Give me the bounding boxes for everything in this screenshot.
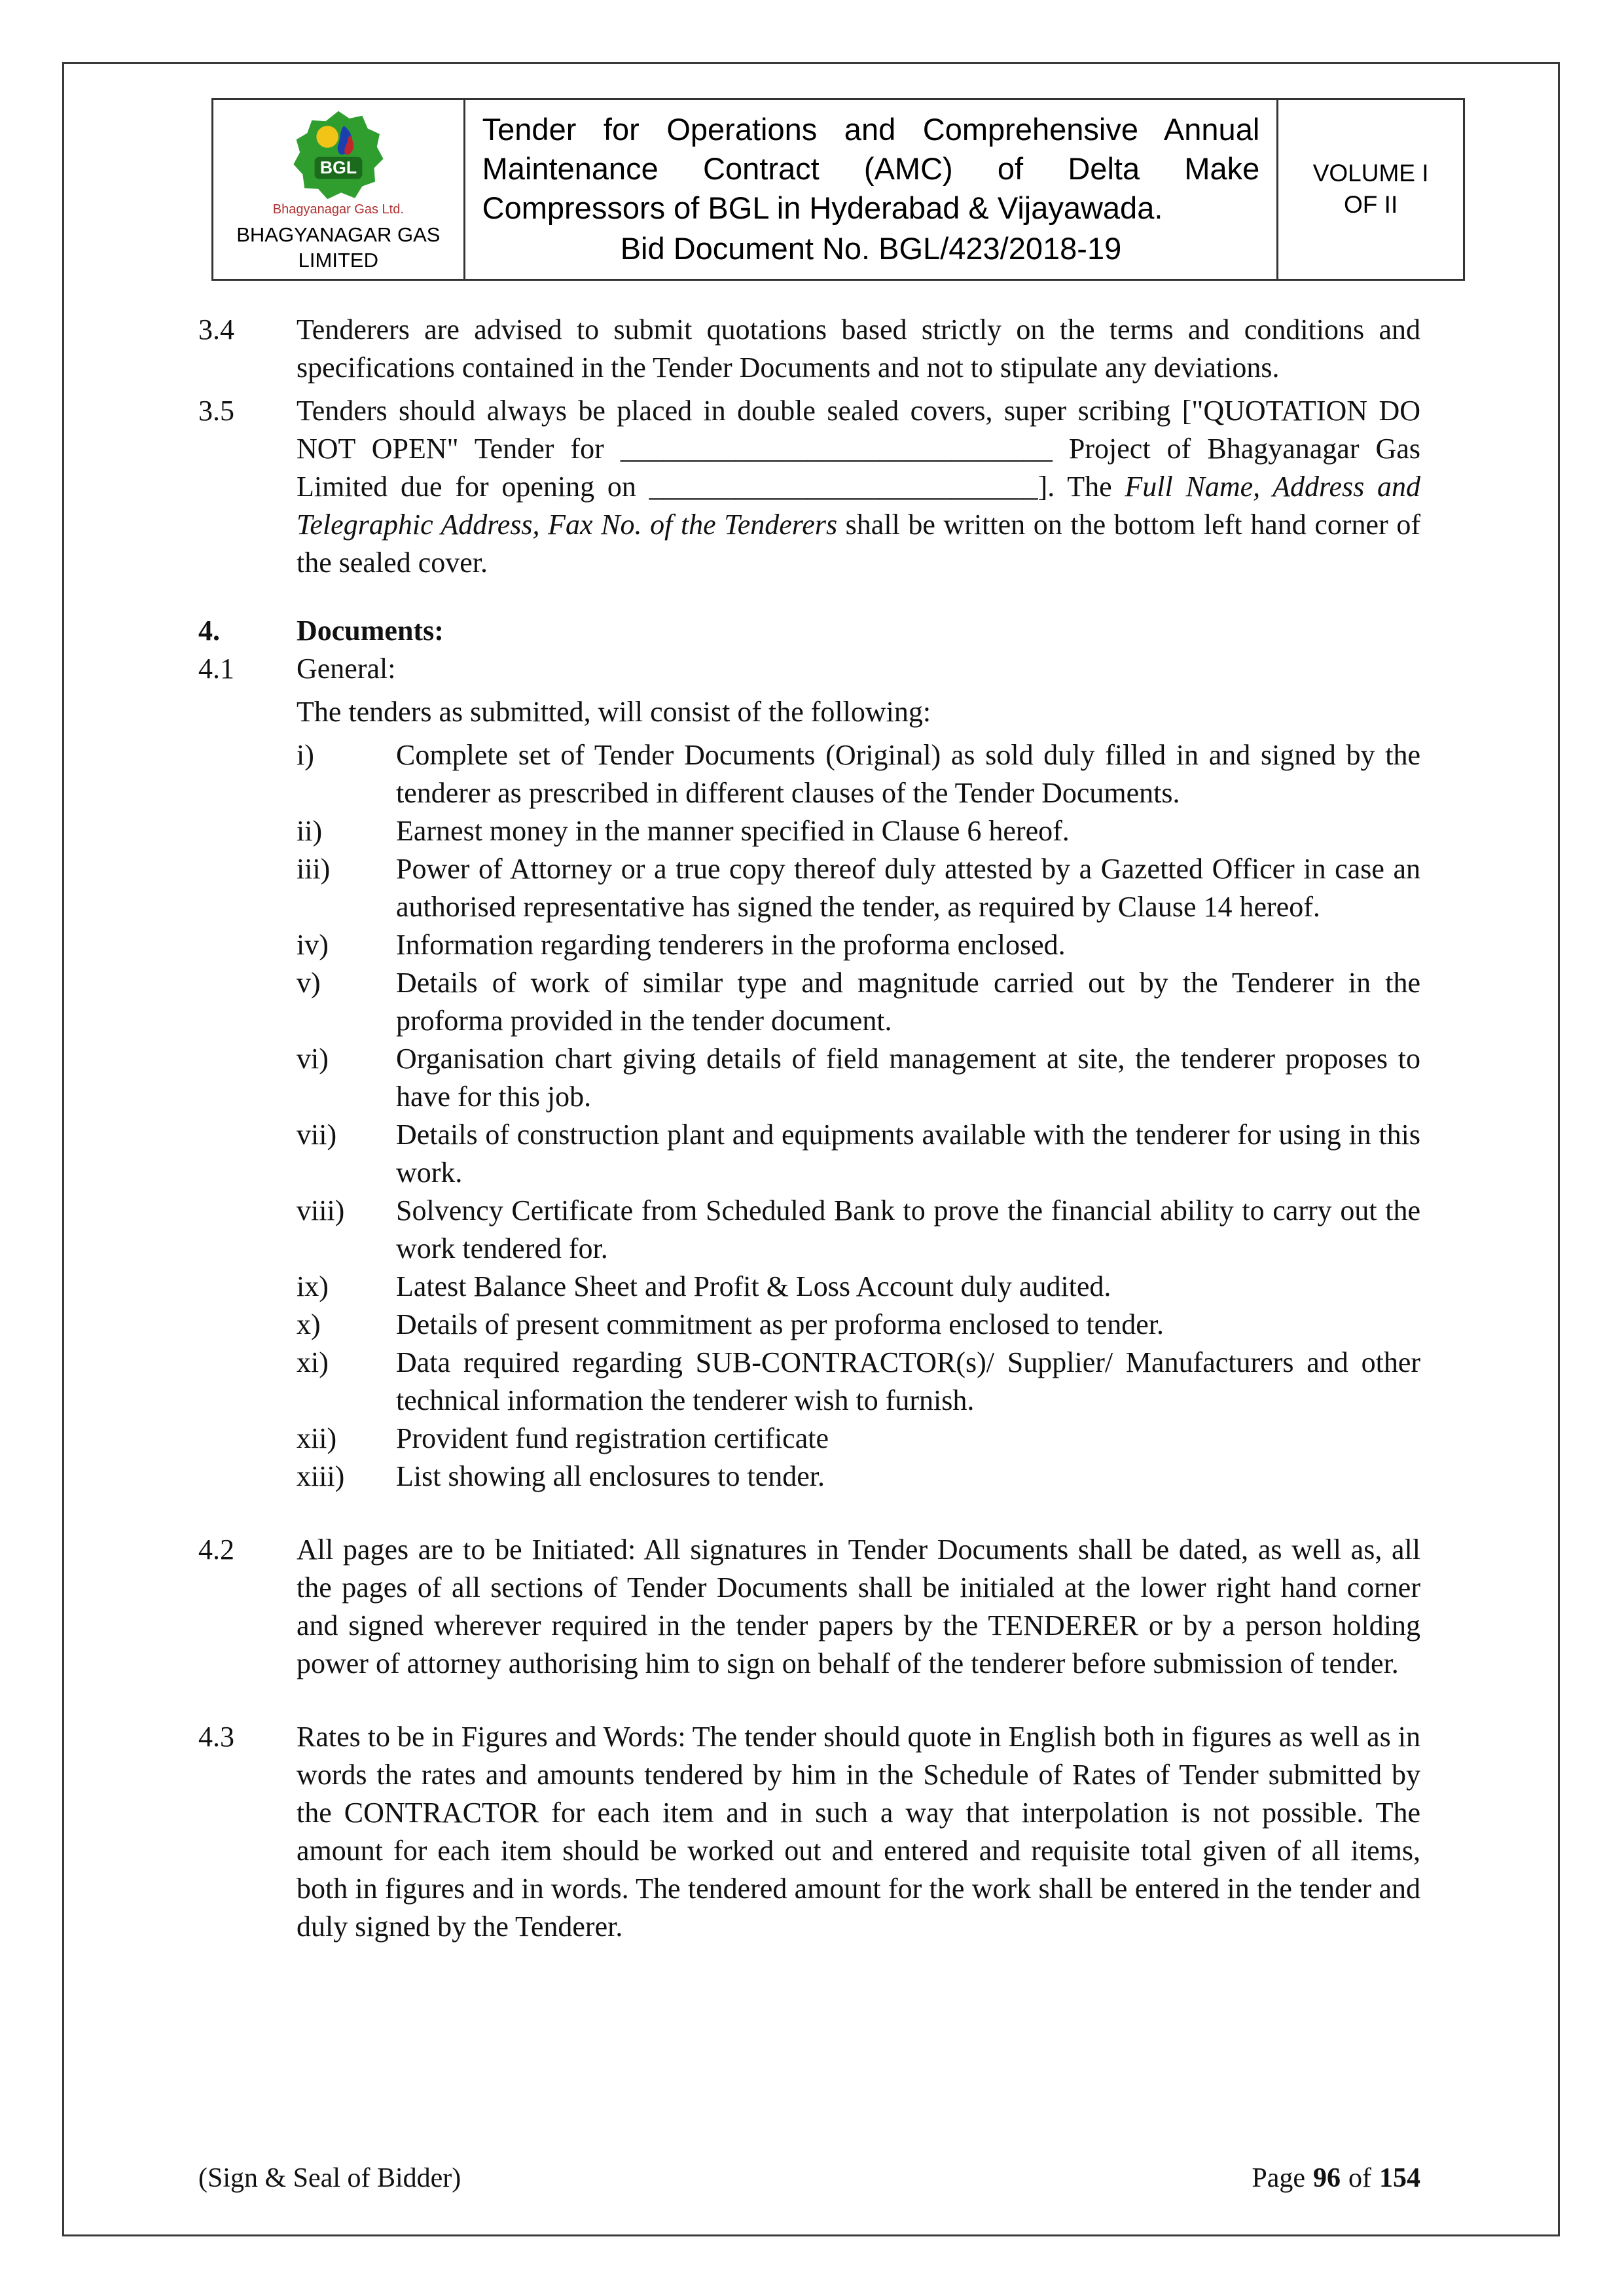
section-4-1-intro	[198, 693, 1420, 731]
list-text: Earnest money in the manner specified in Clause 6 hereof.	[396, 814, 1070, 847]
list-marker: iii)	[297, 852, 331, 885]
list-marker: vi)	[297, 1042, 329, 1075]
spacer	[198, 693, 297, 731]
header-logo-cell	[213, 99, 465, 280]
list-item	[297, 1116, 1420, 1192]
list-marker: xiii)	[297, 1460, 345, 1492]
bgl-monogram: BGL	[319, 158, 357, 177]
list-marker: xii)	[297, 1422, 337, 1454]
header-table	[211, 98, 1465, 281]
section-text-italic: Full Name, Address and Telegraphic Address, Fax No. of the Tenderers	[297, 470, 1421, 541]
list-item	[297, 1420, 1420, 1458]
page-border	[62, 62, 1560, 2236]
list-text: Details of work of similar type and magnitude carried out by the Tenderer in the proforma provided in the tender document.	[396, 966, 1420, 1037]
org-name	[220, 223, 457, 274]
list-item	[297, 1040, 1420, 1116]
section-text-pre: Tenders should always be placed in double sealed covers, super scribing ["QUOTATION DO NOT OPEN" Tender for ______________________________ Project of Bhagyanagar Gas Limited due for opening on ___________________________]. The	[297, 394, 1420, 503]
section-text: Tenderers are advised to submit quotations based strictly on the terms and conditions and specifications contained in the Tender Documents and not to stipulate any deviations.	[297, 313, 1420, 384]
list-item	[297, 1306, 1420, 1344]
list-marker: iv)	[297, 928, 329, 961]
section-4-heading	[198, 612, 1420, 650]
section-number: 4.3	[198, 1720, 234, 1753]
document-title: Tender for Operations and Comprehensive Annual Maintenance Contract (AMC) of Delta Make Compressors of BGL in Hyderabad & Vijayawada.	[482, 111, 1260, 226]
volume-line2: OF II	[1344, 191, 1398, 219]
list-text: Details of construction plant and equipments available with the tenderer for using in this work.	[396, 1118, 1420, 1189]
bgl-logo-icon	[289, 109, 388, 201]
section-title: General:	[297, 652, 396, 685]
header-volume-cell	[1278, 99, 1464, 280]
list-text: Solvency Certificate from Scheduled Bank to prove the financial ability to carry out the work tendered for.	[396, 1194, 1420, 1265]
list-marker: x)	[297, 1308, 321, 1340]
section-text-post: shall be written on the bottom left hand corner of the sealed cover.	[297, 508, 1420, 579]
list-marker: v)	[297, 966, 321, 999]
volume-label	[1285, 158, 1456, 221]
of-word: of	[1348, 2163, 1371, 2193]
sign-seal-note: (Sign & Seal of Bidder)	[198, 2163, 461, 2193]
page-word: Page	[1252, 2163, 1305, 2193]
section-3-4	[198, 311, 1420, 387]
list-item	[297, 1268, 1420, 1306]
page-footer	[198, 2162, 1420, 2194]
section-text	[297, 392, 1420, 582]
list-text: Provident fund registration certificate	[396, 1422, 829, 1454]
document-body	[64, 311, 1558, 1946]
list-marker: ii)	[297, 814, 323, 847]
page-total: 154	[1379, 2163, 1420, 2193]
list-item	[297, 812, 1420, 850]
section-4-1-heading	[198, 650, 1420, 688]
list-text: Details of present commitment as per proforma enclosed to tender.	[396, 1308, 1164, 1340]
section-4-2	[198, 1531, 1420, 1683]
list-item	[297, 926, 1420, 964]
list-marker: i)	[297, 738, 314, 771]
list-text: Data required regarding SUB-CONTRACTOR(s)/ Supplier/ Manufacturers and other technical information the tenderer wish to furnish.	[396, 1346, 1420, 1416]
list-marker: vii)	[297, 1118, 337, 1151]
list-text: Power of Attorney or a true copy thereof duly attested by a Gazetted Officer in case an authorised representative has signed the tender, as required by Clause 14 hereof.	[396, 852, 1420, 923]
list-item	[297, 1192, 1420, 1268]
section-number: 4.2	[198, 1533, 234, 1566]
page-number: 96	[1313, 2163, 1341, 2193]
list-marker: xi)	[297, 1346, 329, 1378]
logo-caption: Bhagyanagar Gas Ltd.	[272, 202, 404, 217]
list-text: Complete set of Tender Documents (Original) as sold duly filled in and signed by the tenderer as prescribed in different clauses of the Tender Documents.	[396, 738, 1420, 809]
list-text: Latest Balance Sheet and Profit & Loss Account duly audited.	[396, 1270, 1111, 1302]
section-number: 4.1	[198, 652, 234, 685]
section-3-5	[198, 392, 1420, 582]
list-marker: ix)	[297, 1270, 329, 1302]
list-item	[297, 736, 1420, 812]
section-number: 3.4	[198, 313, 234, 346]
bid-document-number: Bid Document No. BGL/423/2018-19	[620, 231, 1122, 266]
list-text: List showing all enclosures to tender.	[396, 1460, 825, 1492]
section-title: Documents:	[297, 614, 444, 647]
volume-line1: VOLUME I	[1312, 160, 1429, 187]
list-text: Organisation chart giving details of field management at site, the tenderer proposes to have for this job.	[396, 1042, 1420, 1113]
list-item	[297, 1344, 1420, 1420]
list-marker: viii)	[297, 1194, 345, 1227]
section-number: 3.5	[198, 394, 234, 427]
page-indicator	[1252, 2162, 1420, 2194]
org-name-line2: LIMITED	[298, 248, 378, 272]
header-title-cell	[464, 99, 1278, 280]
section-text: All pages are to be Initiated: All signatures in Tender Documents shall be dated, as well as, all the pages of all sections of Tender Documents shall be initialed at the lower right hand corner and signed wherever required in the tender papers by the TENDERER or by a person holding power of attorney authorising him to sign on behalf of the tenderer before submission of tender.	[297, 1533, 1420, 1679]
section-4-3	[198, 1718, 1420, 1946]
section-text: Rates to be in Figures and Words: The tender should quote in English both in figures as well as in words the rates and amounts tendered by him in the Schedule of Rates of Tender submitted by the CONTRACTOR for each item and in such a way that interpolation is not possible. The amount for each item should be worked out and entered and requisite total given of all items, both in figures and in words. The tendered amount for the work shall be entered in the tender and duly signed by the Tenderer.	[297, 1720, 1420, 1943]
intro-text: The tenders as submitted, will consist of the following:	[297, 695, 931, 728]
list-text: Information regarding tenderers in the proforma enclosed.	[396, 928, 1066, 961]
section-number: 4.	[198, 614, 220, 647]
org-name-line1: BHAGYANAGAR GAS	[236, 223, 441, 246]
list-item	[297, 1458, 1420, 1496]
list-item	[297, 964, 1420, 1040]
list-item	[297, 850, 1420, 926]
